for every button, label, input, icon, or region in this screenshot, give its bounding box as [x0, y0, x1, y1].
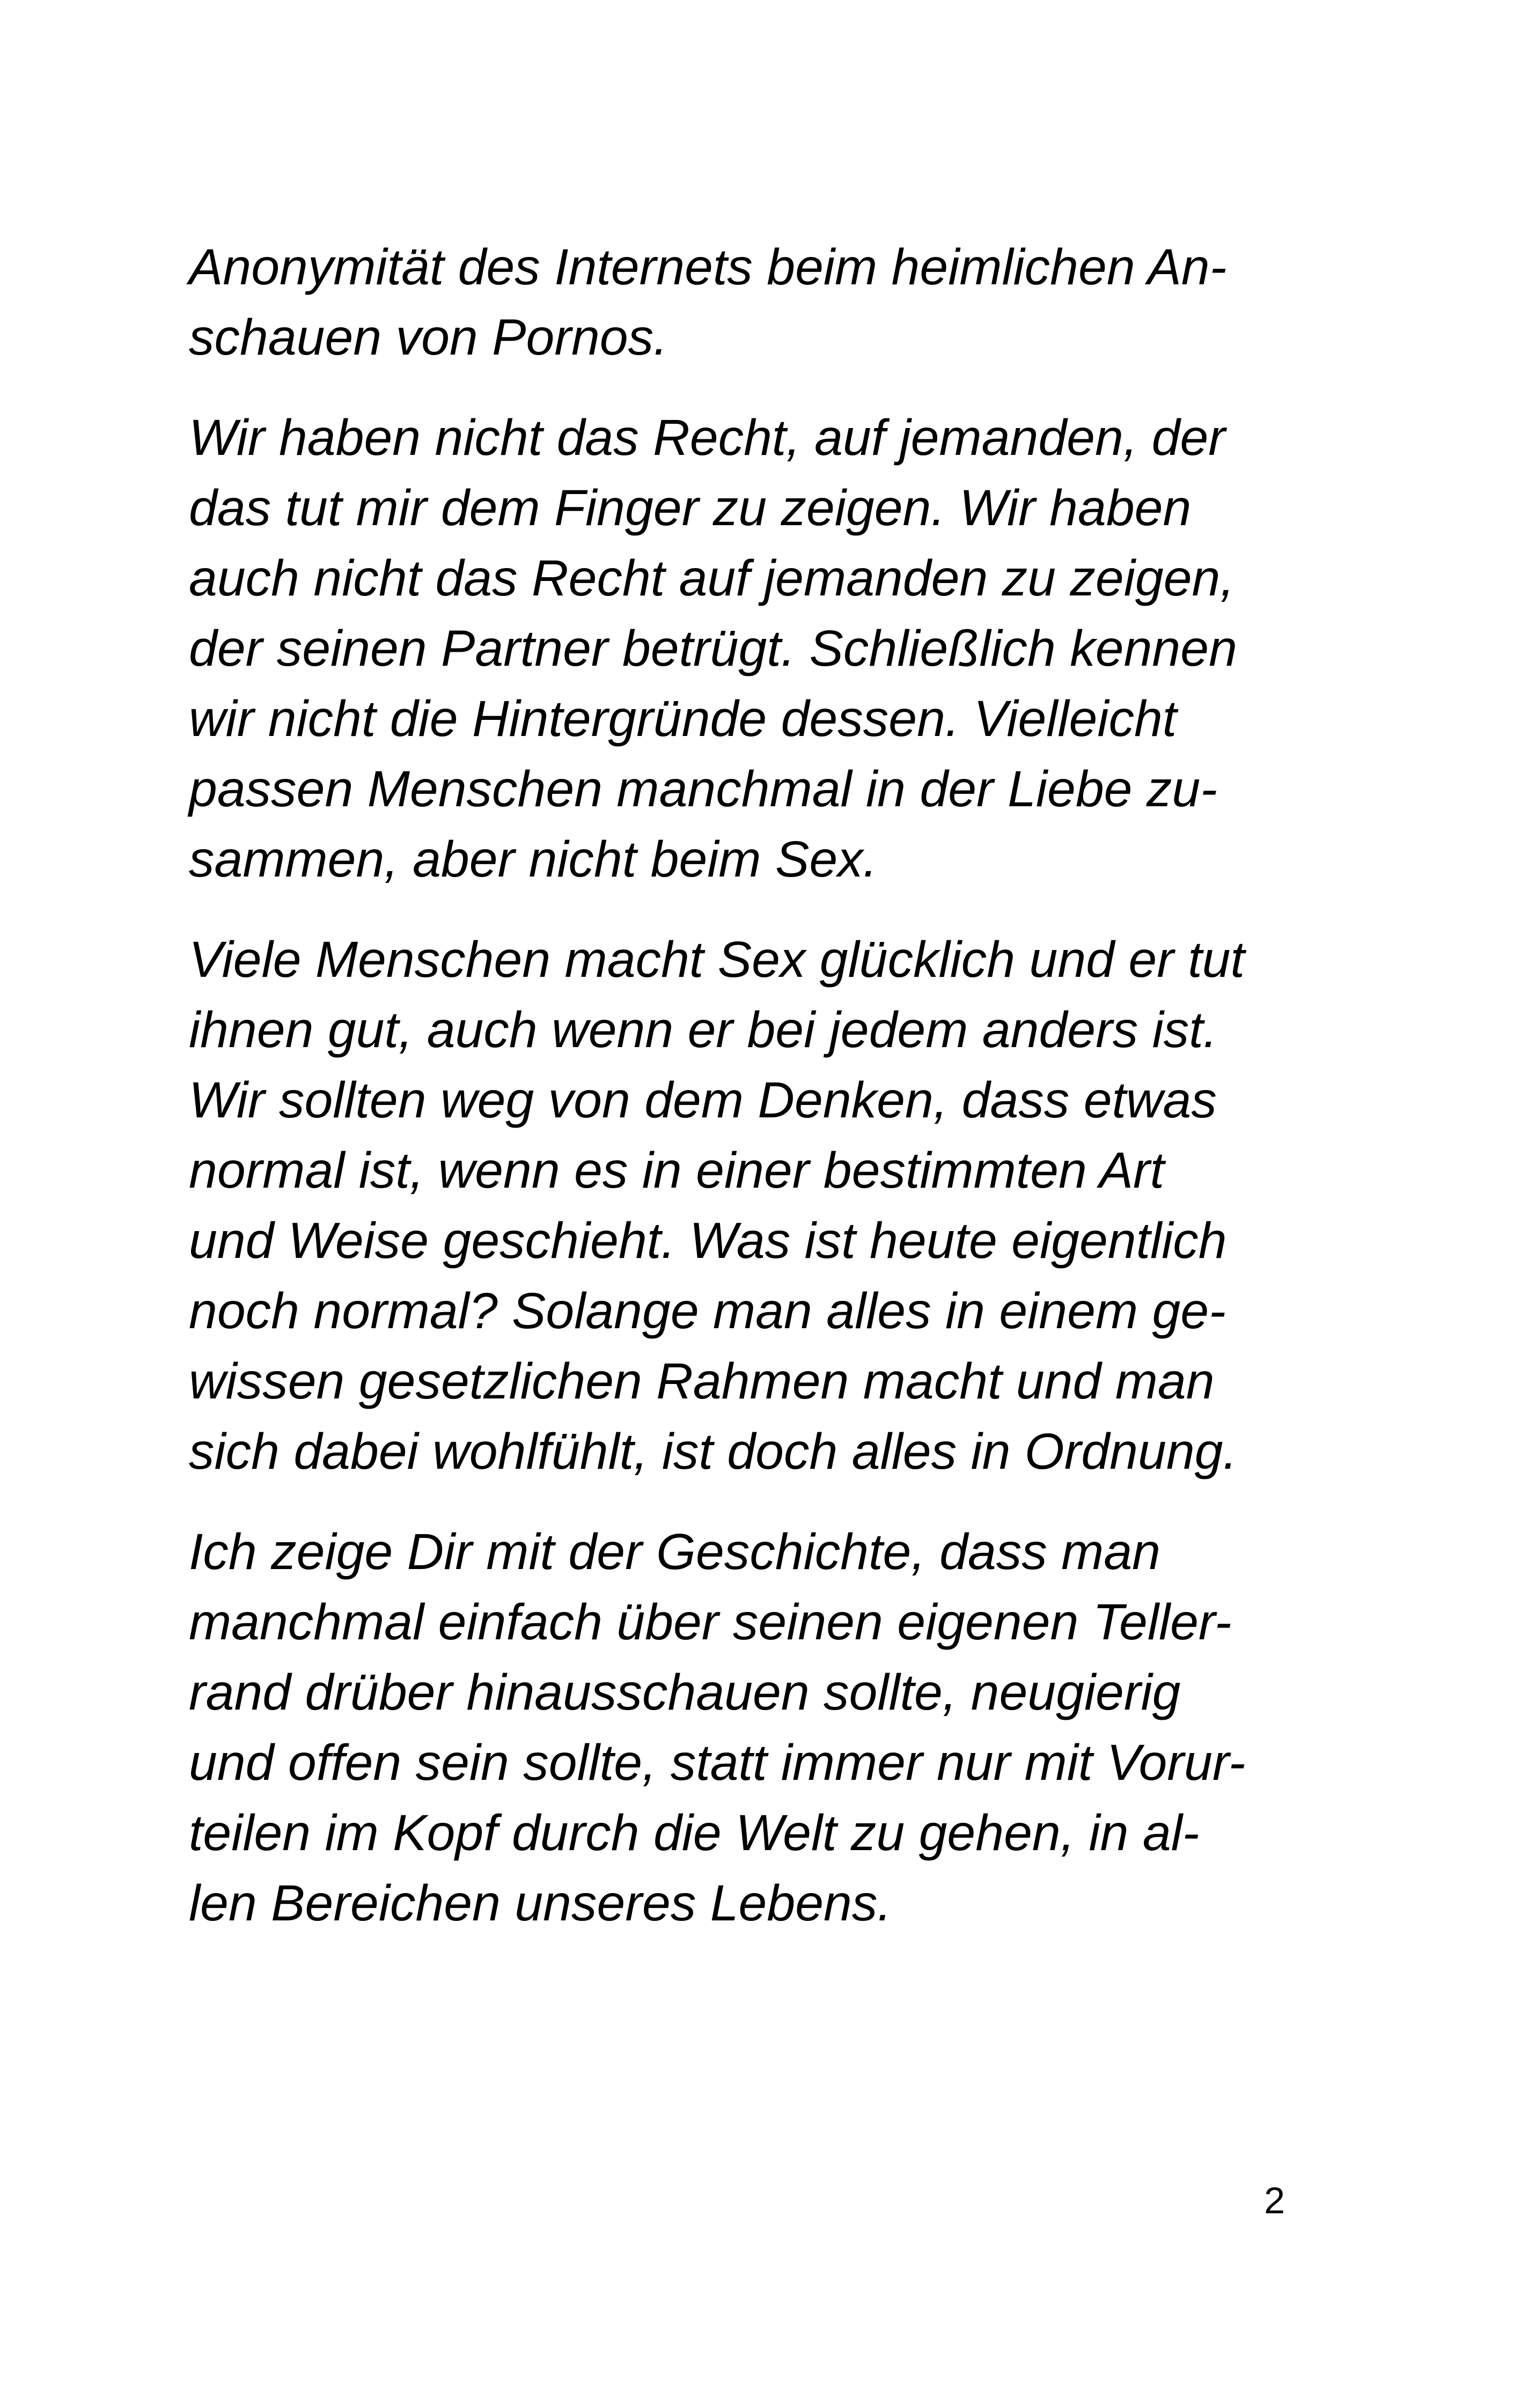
page-number: 2	[1264, 2179, 1285, 2221]
text-line: ihnen gut, auch wenn er bei jedem anders ist.	[189, 1002, 1218, 1058]
text-line: schauen von Pornos.	[189, 309, 668, 366]
text-line: rand drüber hinausschauen sollte, neugierig	[189, 1664, 1181, 1721]
text-line: noch normal? Solange man alles in einem ge-	[189, 1283, 1226, 1339]
paragraph-4	[189, 1517, 1348, 1939]
text-line: wissen gesetzlichen Rahmen macht und man	[189, 1353, 1215, 1410]
text-line: wir nicht die Hintergründe dessen. Vielleicht	[189, 690, 1177, 747]
text-line: sich dabei wohlfühlt, ist doch alles in Ordnung.	[189, 1423, 1237, 1480]
body-text	[189, 232, 1348, 1969]
text-line: der seinen Partner betrügt. Schließlich kennen	[189, 620, 1237, 677]
paragraph-1	[189, 232, 1348, 373]
text-line: passen Menschen manchmal in der Liebe zu-	[189, 761, 1217, 818]
paragraph-3	[189, 925, 1348, 1487]
text-line: und offen sein sollte, statt immer nur mit Vorur-	[189, 1734, 1246, 1791]
text-line: len Bereichen unseres Lebens.	[189, 1875, 892, 1932]
text-line: auch nicht das Recht auf jemanden zu zeigen,	[189, 550, 1235, 607]
text-line: manchmal einfach über seinen eigenen Teller-	[189, 1594, 1232, 1651]
text-line: Wir sollten weg von dem Denken, dass etwas	[189, 1072, 1217, 1129]
text-line: normal ist, wenn es in einer bestimmten Art	[189, 1142, 1165, 1199]
text-line: Ich zeige Dir mit der Geschichte, dass man	[189, 1523, 1160, 1580]
text-line: Wir haben nicht das Recht, auf jemanden, der	[189, 409, 1225, 466]
paragraph-2	[189, 403, 1348, 895]
text-line: sammen, aber nicht beim Sex.	[189, 831, 878, 888]
text-line: Anonymität des Internets beim heimlichen An-	[189, 239, 1227, 296]
text-line: das tut mir dem Finger zu zeigen. Wir haben	[189, 480, 1192, 536]
text-line: teilen im Kopf durch die Welt zu gehen, in al-	[189, 1805, 1200, 1861]
text-line: Viele Menschen macht Sex glücklich und er tut	[189, 931, 1245, 988]
text-line: und Weise geschieht. Was ist heute eigentlich	[189, 1212, 1227, 1269]
